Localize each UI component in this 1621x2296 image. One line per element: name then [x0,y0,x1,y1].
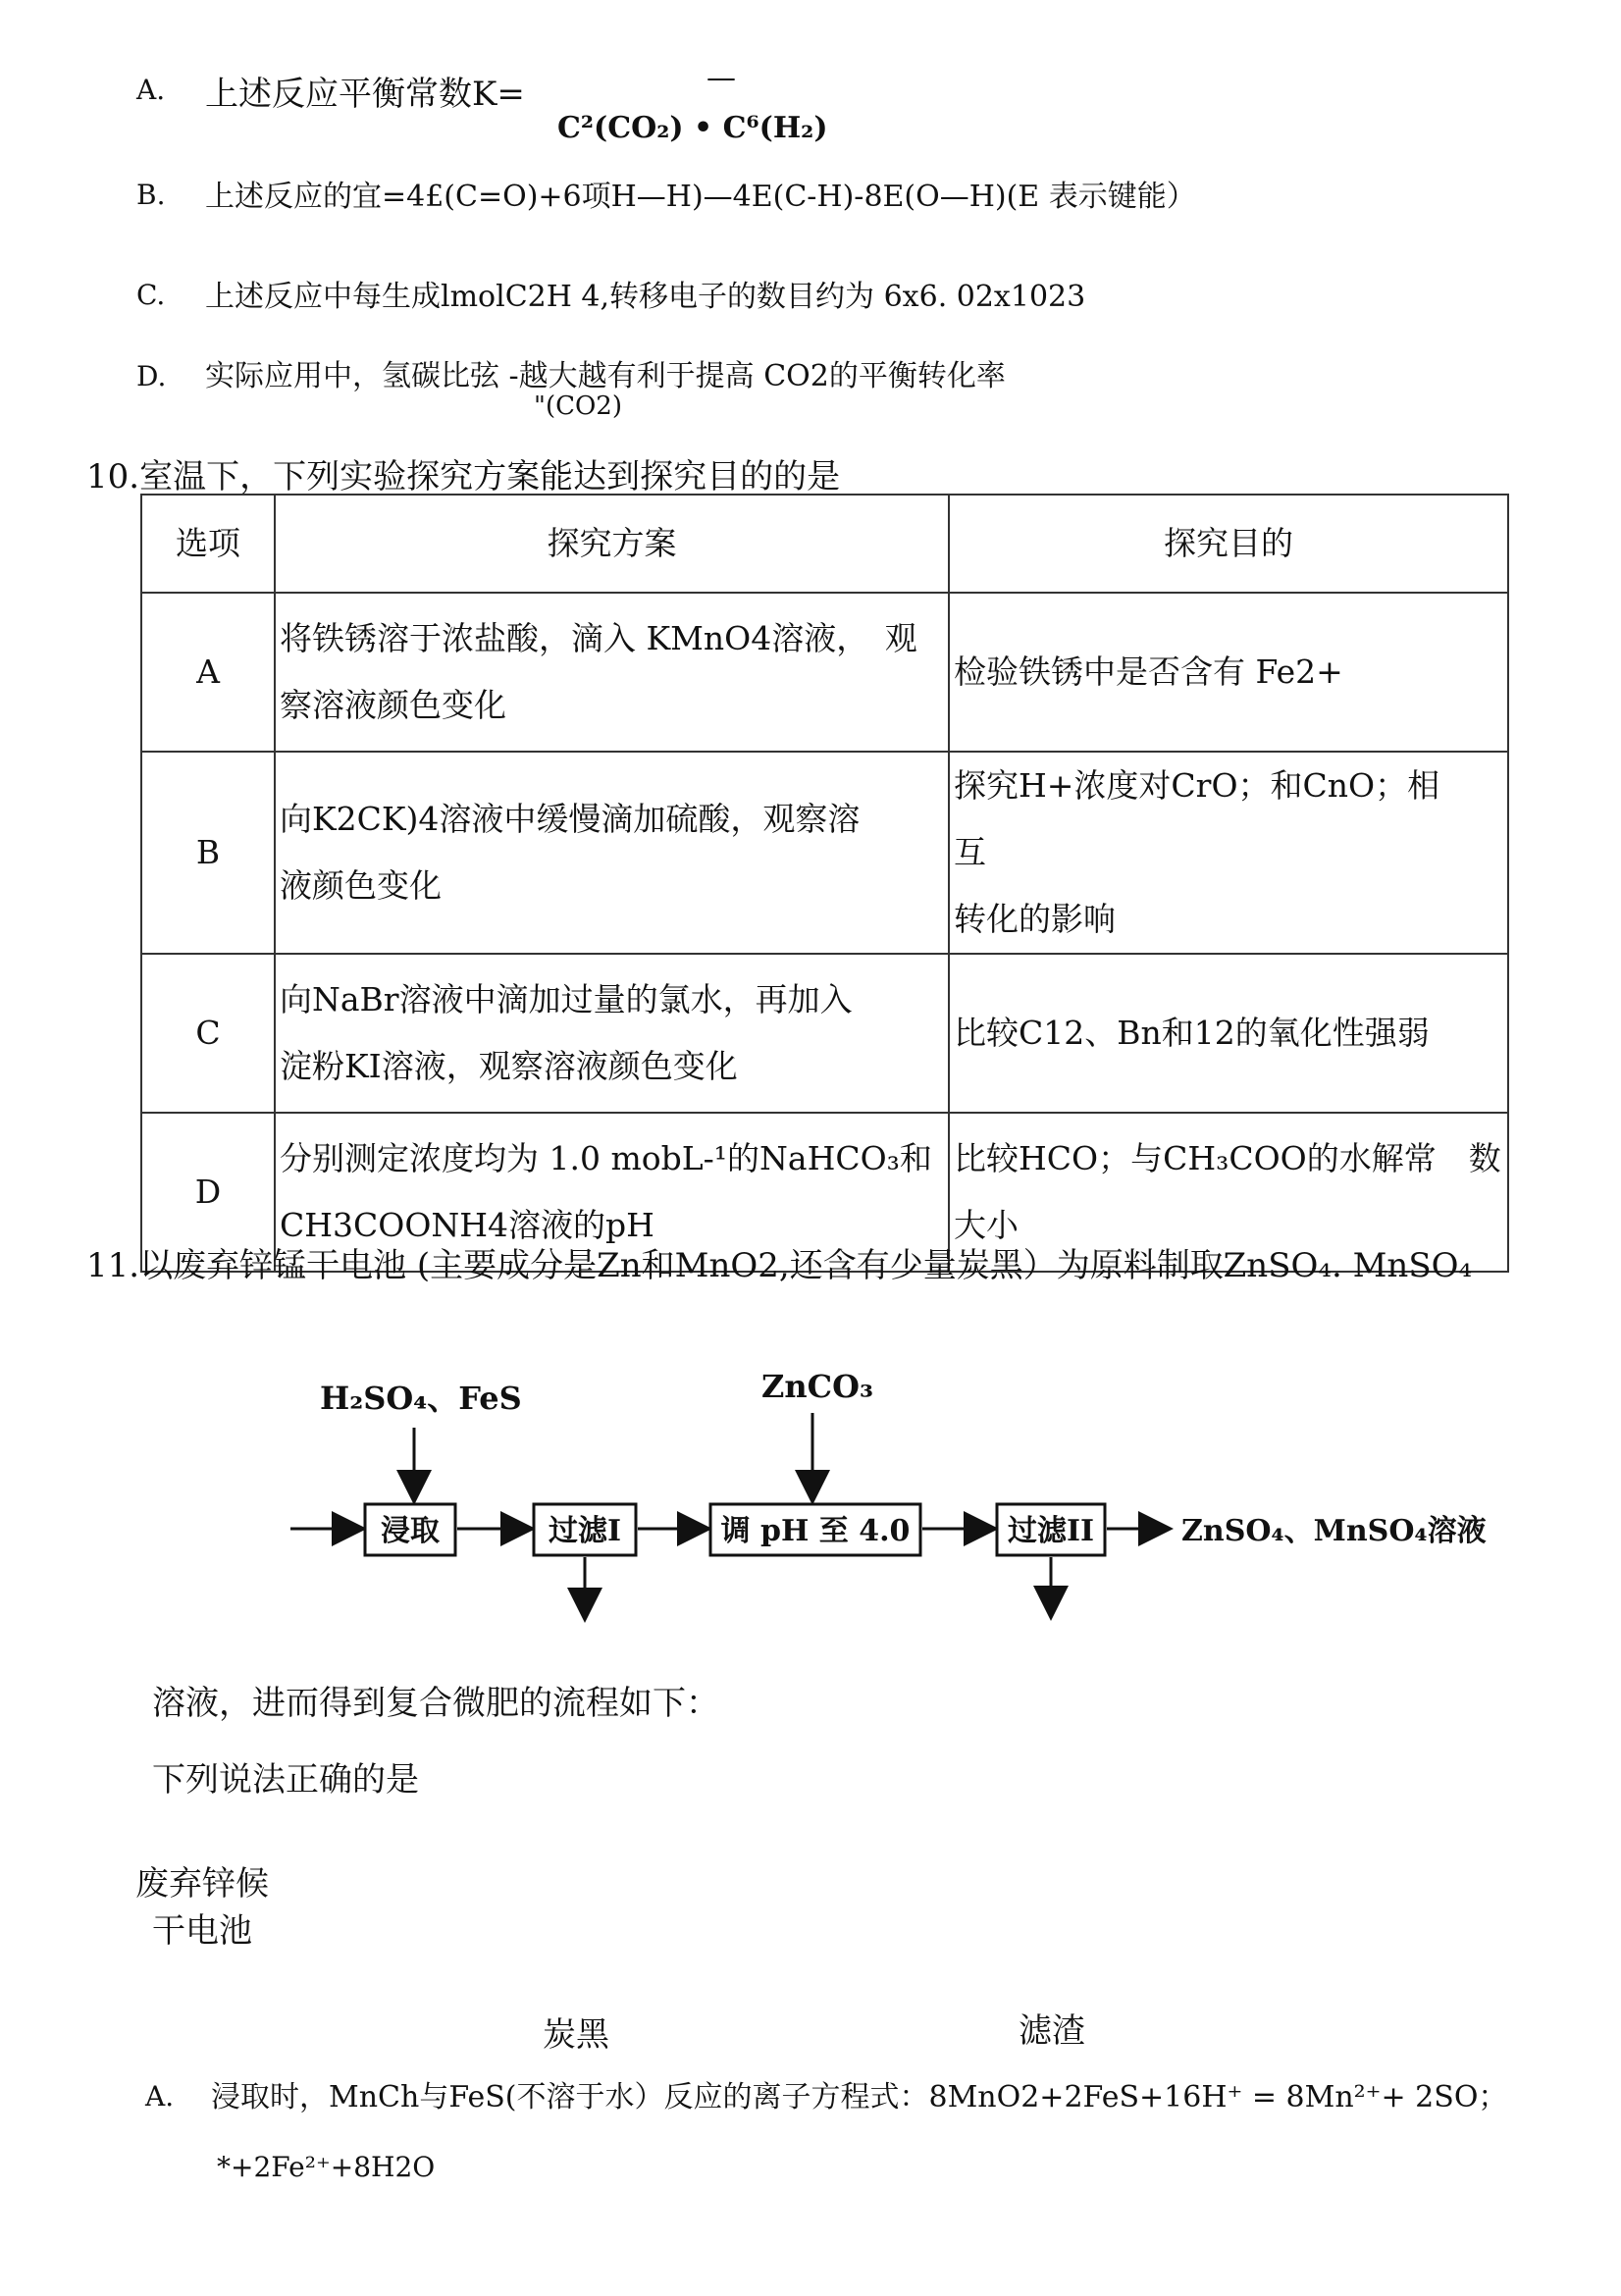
q10-row-c-purpose-line1: 比较C12、Bn和12的氧化性强弱 [954,1014,1430,1052]
q10-row-b-purpose-line1: 探究H+浓度对CrO；和CnO；相 互 [954,766,1473,871]
q9-option-b-text: 上述反应的宜=4£(C=O)+6项H—H)—4E(C-H)-8E(O—H)(E 表示键能） [205,180,1196,214]
q10-row-a-plan-line1: 将铁锈溶于浓盐酸，滴入 KMnO4溶液， 观 [280,619,917,657]
q9-option-d-letter: D. [136,360,167,392]
q11-option-a-text: 浸取时，MnCh与FeS(不溶于水）反应的离子方程式：8MnO2+2FeS+16H⁺ = 8Mn²⁺+ 2SO； [211,2080,1508,2114]
q11-line2: 下列说法正确的是 [152,1760,419,1800]
q10-row-b-purpose-line2: 转化的影响 [954,900,1116,938]
q10-row-c-plan [275,954,949,1113]
q10-header-plan: 探究方案 [275,495,949,593]
q11-reagent-h2so4-fes: H₂SO₄、FeS [320,1380,522,1417]
q11-option-a-continuation: *+2Fe²⁺+8H2O [217,2151,436,2183]
q10-row-a-option: A [141,593,275,752]
q10-row-b-plan-line1: 向K2CK)4溶液中缓慢滴加硫酸，观察溶 [280,800,861,838]
q11-start-label-1: 废弃锌候 [135,1864,269,1904]
q11-start-label-2: 干电池 [152,1911,252,1951]
q10-header-purpose: 探究目的 [949,495,1508,593]
q11-reagent-znco3: ZnCO₃ [761,1368,873,1405]
q10-table [140,494,1509,1273]
q11-product: ZnSO₄、MnSO₄溶液 [1181,1514,1487,1548]
q10-row-c-purpose [949,954,1508,1113]
q11-option-a-letter: A. [145,2080,175,2113]
q10-row-b-purpose [949,752,1508,954]
q10-row-d-purpose-line2: 大小 [954,1206,1019,1244]
q9-option-b-letter: B. [136,179,166,211]
q11-step-adjust-ph: 调 pH 至 4.0 [720,1514,911,1548]
q11-line1: 溶液，进而得到复合微肥的流程如下： [152,1684,719,1723]
q10-header-option: 选项 [141,495,275,593]
q11-waste-carbon-black: 炭黑 [543,2015,609,2055]
q10-row-d-option: D [141,1113,275,1272]
q9-option-c-letter: C. [136,279,166,311]
q10-row-a-purpose [949,593,1508,752]
q9-option-a-denominator: C²(CO₂) • C⁶(H₂) [557,111,828,145]
q11-step-filter2: 过滤II [1007,1514,1095,1548]
q10-row-a-plan-line2: 察溶液颜色变化 [280,686,506,724]
q10-row-c-plan-line2: 淀粉KI溶液，观察溶液颜色变化 [280,1047,738,1085]
q10-row-b [141,752,1508,954]
q9-option-d-subscript: "(CO2) [534,391,622,421]
q9-option-a-letter: A. [136,74,166,106]
q10-header-row [141,495,1508,593]
q10-row-d-plan-line2: CH3COONH4溶液的pH [280,1206,654,1244]
q11-step-leach: 浸取 [381,1514,440,1548]
q10-row-a-purpose-line1: 检验铁锈中是否含有 Fe2+ [954,652,1343,691]
q9-option-c-text: 上述反应中每生成lmolC2H 4,转移电子的数目约为 6x6. 02x1023 [205,280,1086,314]
q9-option-a-fraction-bar: — [706,61,736,95]
q10-row-d-plan-line1: 分别测定浓度均为 1.0 mobL-¹的NaHCO₃和 [280,1139,932,1177]
q10-row-a-plan [275,593,949,752]
q10-row-b-plan [275,752,949,954]
q10-row-a [141,593,1508,752]
q10-row-b-plan-line2: 液颜色变化 [280,866,442,905]
q9-option-d-text: 实际应用中，氢碳比弦 -越大越有利于提高 CO2的平衡转化率 [205,359,1006,393]
q11-step-filter1: 过滤I [548,1514,622,1548]
q10-stem: 10.室温下，下列实验探究方案能达到探究目的的是 [86,457,841,496]
q10-row-d-purpose-line1: 比较HCO；与CH₃COO的水解常 数 [954,1139,1501,1177]
q11-stem: 11.以废弃锌锰干电池 (主要成分是Zn和MnO2,还含有少量炭黑）为原料制取ZnSO₄. MnSO₄ [86,1246,1473,1285]
q11-waste-residue: 滤渣 [1019,2011,1085,2051]
q11-flow-diagram [285,1364,1521,1629]
q10-row-c [141,954,1508,1113]
q10-row-b-option: B [141,752,275,954]
q10-row-c-option: C [141,954,275,1113]
q10-row-c-plan-line1: 向NaBr溶液中滴加过量的氯水，再加入 [280,980,853,1018]
q9-option-a-text: 上述反应平衡常数K= [205,75,525,114]
